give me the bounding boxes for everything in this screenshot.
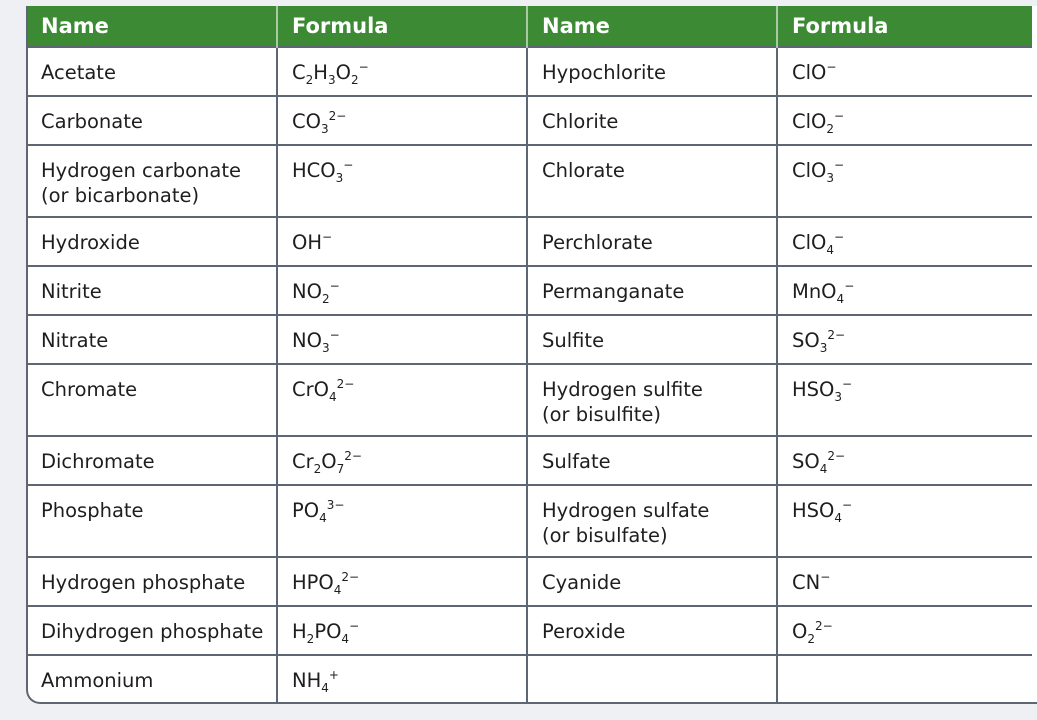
formula-supscript: −: [834, 230, 845, 244]
formula-supscript: −: [329, 279, 340, 293]
ion-name-text: Perchlorate: [542, 231, 653, 254]
ion-name-text: Acetate: [41, 61, 116, 84]
formula-text: HCO: [292, 159, 336, 182]
ion-name-left: [27, 315, 277, 364]
table-row: [27, 145, 1032, 217]
header-formula-right: Formula: [777, 6, 1032, 47]
ion-formula-left: [277, 655, 527, 704]
formula-supscript: 2−: [336, 377, 355, 391]
formula-text: O: [792, 620, 808, 643]
ion-name-text: Sulfate: [542, 450, 611, 473]
ion-formula-right: [777, 217, 1032, 266]
formula-supscript: −: [322, 230, 333, 244]
ion-formula-left: [277, 364, 527, 436]
formula-supscript: 2−: [815, 619, 833, 633]
ion-name-right: [527, 606, 777, 655]
formula-supscript: −: [358, 60, 369, 74]
formula-supscript: −: [820, 570, 831, 584]
formula-supscript: −: [834, 109, 845, 123]
formula-text: CO: [292, 110, 321, 133]
ion-name-left: [27, 145, 277, 217]
ion-name-text: Permanganate: [542, 280, 685, 303]
polyatomic-ions-table: [27, 6, 1032, 704]
formula-subscript: 2: [305, 73, 314, 87]
ion-name-right: [527, 96, 777, 145]
formula-supscript: 2−: [341, 570, 360, 584]
formula-subscript: 2: [350, 73, 359, 87]
formula-subscript: 4: [333, 583, 342, 597]
ion-name-right: [527, 557, 777, 606]
header-name-left: Name: [27, 6, 277, 47]
ion-formula-left: [277, 96, 527, 145]
ion-name-left: [27, 606, 277, 655]
ion-name-text: Cyanide: [542, 571, 622, 594]
formula-text: C: [292, 61, 306, 84]
ion-formula-right: [777, 364, 1032, 436]
ion-name-text: Hydrogen sulfite: [542, 378, 703, 401]
header-name-right: Name: [527, 6, 777, 47]
ion-name-right: [527, 217, 777, 266]
formula-text: NO: [292, 280, 322, 303]
formula-text: ClO: [792, 61, 827, 84]
ion-name-text: Nitrite: [41, 280, 102, 303]
formula-supscript: −: [343, 158, 354, 172]
formula-text: HSO: [792, 378, 835, 401]
ion-formula-left: [277, 557, 527, 606]
formula-subscript: 2: [807, 632, 815, 646]
ion-name-text: Chromate: [41, 378, 138, 401]
header-formula-left: Formula: [277, 6, 527, 47]
formula-subscript: 4: [836, 292, 845, 306]
formula-subscript: 3: [834, 390, 843, 404]
ion-name-left: [27, 217, 277, 266]
formula-supscript: −: [842, 498, 853, 512]
ion-formula-left: [277, 145, 527, 217]
ion-name-left: [27, 47, 277, 96]
table-row: [27, 266, 1032, 315]
ion-name-right: [527, 655, 777, 704]
table-row: [27, 655, 1032, 704]
ion-name-text: Hypochlorite: [542, 61, 667, 84]
ion-name-text: Hydroxide: [41, 231, 140, 254]
ion-formula-right: [777, 655, 1032, 704]
ion-name-left: [27, 485, 277, 557]
ion-name-text: Carbonate: [41, 110, 143, 133]
ion-name-right: [527, 266, 777, 315]
formula-text: H: [292, 620, 307, 643]
formula-supscript: −: [844, 279, 855, 293]
formula-subscript: 4: [819, 462, 828, 476]
ion-formula-left: [277, 485, 527, 557]
formula-text: MnO: [792, 280, 837, 303]
formula-supscript: −: [842, 377, 853, 391]
table-row: [27, 364, 1032, 436]
table-row: [27, 217, 1032, 266]
formula-text: O: [335, 61, 351, 84]
ion-formula-right: [777, 315, 1032, 364]
ion-name-right: [527, 364, 777, 436]
formula-subscript: 4: [321, 681, 329, 695]
ion-formula-left: [277, 47, 527, 96]
ion-formula-right: [777, 436, 1032, 485]
formula-text: NH: [292, 669, 322, 692]
ion-name-text: Dichromate: [41, 450, 155, 473]
ion-name-text: Hydrogen carbonate: [41, 159, 241, 182]
table-header: [27, 6, 1032, 47]
ion-formula-left: [277, 315, 527, 364]
formula-subscript: 4: [826, 243, 835, 257]
formula-text: PO: [292, 499, 320, 522]
table-row: [27, 436, 1032, 485]
ion-name-left: [27, 96, 277, 145]
ion-formula-right: [777, 266, 1032, 315]
ion-name-right: [527, 315, 777, 364]
table-row: [27, 606, 1032, 655]
ion-table-container: [26, 6, 1037, 704]
ion-name-left: [27, 266, 277, 315]
formula-text: H: [313, 61, 328, 84]
ion-name-text: (or bisulfate): [542, 524, 668, 547]
formula-subscript: 4: [341, 632, 350, 646]
ion-name-text: Hydrogen phosphate: [41, 571, 246, 594]
formula-supscript: −: [349, 619, 360, 633]
ion-formula-right: [777, 606, 1032, 655]
header-row: [27, 6, 1032, 47]
formula-subscript: 3: [335, 171, 344, 185]
formula-subscript: 4: [834, 511, 843, 525]
formula-text: ClO: [792, 231, 827, 254]
formula-supscript: −: [834, 158, 845, 172]
ion-formula-right: [777, 47, 1032, 96]
ion-name-text: Chlorate: [542, 159, 625, 182]
formula-text: O: [321, 450, 337, 473]
ion-formula-left: [277, 217, 527, 266]
ion-name-text: Hydrogen sulfate: [542, 499, 710, 522]
formula-subscript: 3: [826, 171, 835, 185]
formula-subscript: 2: [306, 632, 315, 646]
formula-supscript: −: [329, 328, 340, 342]
ion-formula-right: [777, 96, 1032, 145]
ion-name-text: (or bisulfite): [542, 403, 662, 426]
table-body: [27, 47, 1032, 704]
ion-name-left: [27, 364, 277, 436]
ion-formula-right: [777, 557, 1032, 606]
ion-name-left: [27, 557, 277, 606]
ion-name-text: Ammonium: [41, 669, 154, 692]
formula-text: SO: [792, 329, 820, 352]
formula-subscript: 7: [336, 462, 345, 476]
ion-name-right: [527, 145, 777, 217]
ion-name-right: [527, 436, 777, 485]
formula-text: NO: [292, 329, 322, 352]
ion-name-text: (or bicarbonate): [41, 184, 200, 207]
ion-name-left: [27, 436, 277, 485]
formula-text: HSO: [792, 499, 835, 522]
formula-supscript: −: [826, 60, 837, 74]
ion-formula-left: [277, 266, 527, 315]
formula-subscript: 2: [321, 292, 330, 306]
ion-name-text: Phosphate: [41, 499, 144, 522]
formula-text: ClO: [792, 159, 827, 182]
formula-subscript: 3: [327, 73, 336, 87]
formula-supscript: 2−: [328, 109, 347, 123]
table-row: [27, 96, 1032, 145]
formula-subscript: 4: [319, 511, 327, 525]
formula-text: SO: [792, 450, 820, 473]
formula-subscript: 4: [328, 390, 337, 404]
ion-name-text: Chlorite: [542, 110, 619, 133]
formula-subscript: 3: [819, 341, 828, 355]
formula-subscript: 3: [320, 122, 329, 136]
ion-name-right: [527, 485, 777, 557]
ion-name-text: Peroxide: [542, 620, 626, 643]
formula-subscript: 2: [826, 122, 835, 136]
table-row: [27, 47, 1032, 96]
ion-formula-right: [777, 145, 1032, 217]
formula-text: Cr: [292, 450, 314, 473]
ion-name-text: Dihydrogen phosphate: [41, 620, 264, 643]
formula-subscript: 3: [321, 341, 330, 355]
formula-supscript: +: [328, 668, 339, 682]
ion-name-text: Nitrate: [41, 329, 109, 352]
formula-text: HPO: [292, 571, 334, 594]
formula-supscript: 2−: [827, 328, 846, 342]
formula-text: OH: [292, 231, 323, 254]
formula-text: PO: [314, 620, 342, 643]
formula-supscript: 3−: [326, 498, 345, 512]
formula-text: ClO: [792, 110, 827, 133]
ion-formula-right: [777, 485, 1032, 557]
ion-formula-left: [277, 436, 527, 485]
formula-text: CN: [792, 571, 821, 594]
formula-text: CrO: [292, 378, 329, 401]
table-row: [27, 315, 1032, 364]
ion-name-text: Sulfite: [542, 329, 605, 352]
ion-formula-left: [277, 606, 527, 655]
ion-name-left: [27, 655, 277, 704]
formula-supscript: 2−: [344, 449, 362, 463]
ion-name-right: [527, 47, 777, 96]
table-row: [27, 557, 1032, 606]
formula-subscript: 2: [313, 462, 322, 476]
table-row: [27, 485, 1032, 557]
formula-supscript: 2−: [827, 449, 846, 463]
